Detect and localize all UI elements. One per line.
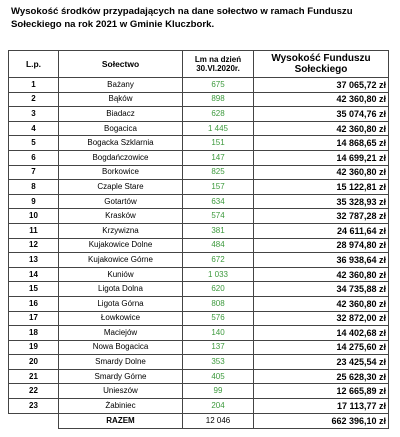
solectwo-name: Gotartów [59,194,183,209]
solectwo-name: Żabiniec [59,399,183,414]
table-row [9,136,389,151]
solectwo-name: Bogacica [59,121,183,136]
fund-amount-value: 17 113,77 zł [254,399,389,414]
total-label: RAZEM [59,413,183,428]
solectwo-name: Maciejów [59,326,183,341]
population-value: 484 [183,238,254,253]
table-row [9,311,389,326]
solectwo-name: Unieszów [59,384,183,399]
table-row [9,209,389,224]
solectwo-name: Smardy Górne [59,369,183,384]
population-value: 140 [183,326,254,341]
total-blank-cell [9,413,59,428]
row-number: 20 [9,355,59,370]
population-value: 137 [183,340,254,355]
population-value: 1 033 [183,267,254,282]
table-row [9,340,389,355]
table-row [9,369,389,384]
fund-amount-value: 14 402,68 zł [254,326,389,341]
solectwo-name: Borkowice [59,165,183,180]
table-row [9,107,389,122]
solectwo-name: Bogdańczowice [59,150,183,165]
fund-amount-value: 35 328,93 zł [254,194,389,209]
population-value: 147 [183,150,254,165]
table-row [9,253,389,268]
solectwo-name: Bażany [59,78,183,93]
population-value: 825 [183,165,254,180]
row-number: 14 [9,267,59,282]
fund-amount-value: 36 938,64 zł [254,253,389,268]
fund-table [8,50,389,429]
population-value: 1 445 [183,121,254,136]
row-number: 1 [9,78,59,93]
population-value: 574 [183,209,254,224]
table-row [9,355,389,370]
solectwo-name: Biadacz [59,107,183,122]
row-number: 21 [9,369,59,384]
population-value: 675 [183,78,254,93]
header-population: Lm na dzień 30.VI.2020r. [183,51,254,78]
fund-amount-value: 34 735,88 zł [254,282,389,297]
table-row [9,296,389,311]
table-header-row [9,51,389,78]
population-value: 99 [183,384,254,399]
fund-amount-value: 14 275,60 zł [254,340,389,355]
population-value: 157 [183,180,254,195]
row-number: 23 [9,399,59,414]
solectwo-name: Bogacka Szklarnia [59,136,183,151]
row-number: 18 [9,326,59,341]
population-value: 672 [183,253,254,268]
table-row [9,165,389,180]
solectwo-name: Smardy Dolne [59,355,183,370]
table-row [9,267,389,282]
document-title: Wysokość środków przypadających na dane sołectwo w ramach Funduszu Sołeckiego na rok 2021 w Gminie Kluczbork. [11,6,353,30]
solectwo-name: Łowkowice [59,311,183,326]
table-row [9,384,389,399]
fund-amount-value: 42 360,80 zł [254,296,389,311]
fund-amount-value: 14 699,21 zł [254,150,389,165]
table-row [9,92,389,107]
population-value: 628 [183,107,254,122]
row-number: 11 [9,223,59,238]
table-row [9,78,389,93]
row-number: 7 [9,165,59,180]
fund-amount-value: 35 074,76 zł [254,107,389,122]
row-number: 2 [9,92,59,107]
fund-amount-value: 32 787,28 zł [254,209,389,224]
population-value: 353 [183,355,254,370]
fund-amount-value: 32 872,00 zł [254,311,389,326]
solectwo-name: Krasków [59,209,183,224]
row-number: 22 [9,384,59,399]
solectwo-name: Kujakowice Górne [59,253,183,268]
total-population: 12 046 [183,413,254,428]
solectwo-name: Krzywizna [59,223,183,238]
population-value: 381 [183,223,254,238]
population-value: 620 [183,282,254,297]
solectwo-name: Kujakowice Dolne [59,238,183,253]
header-solectwo: Sołectwo [59,51,183,78]
row-number: 6 [9,150,59,165]
fund-amount-value: 37 065,72 zł [254,78,389,93]
fund-amount-value: 42 360,80 zł [254,165,389,180]
row-number: 13 [9,253,59,268]
population-value: 634 [183,194,254,209]
solectwo-name: Kuniów [59,267,183,282]
table-row [9,223,389,238]
total-row [9,413,389,428]
header-lp: L.p. [9,51,59,78]
fund-amount-value: 25 628,30 zł [254,369,389,384]
row-number: 5 [9,136,59,151]
table-row [9,238,389,253]
solectwo-name: Czaple Stare [59,180,183,195]
table-row [9,399,389,414]
solectwo-name: Bąków [59,92,183,107]
table-row [9,282,389,297]
population-value: 151 [183,136,254,151]
row-number: 16 [9,296,59,311]
row-number: 10 [9,209,59,224]
population-value: 576 [183,311,254,326]
header-fund-amount: Wysokość Funduszu Sołeckiego [254,51,389,78]
fund-amount-value: 24 611,64 zł [254,223,389,238]
row-number: 4 [9,121,59,136]
table-row [9,326,389,341]
solectwo-name: Ligota Górna [59,296,183,311]
table-row [9,194,389,209]
table-row [9,150,389,165]
row-number: 19 [9,340,59,355]
row-number: 17 [9,311,59,326]
population-value: 405 [183,369,254,384]
population-value: 808 [183,296,254,311]
fund-amount-value: 42 360,80 zł [254,121,389,136]
row-number: 9 [9,194,59,209]
row-number: 3 [9,107,59,122]
solectwo-name: Nowa Bogacica [59,340,183,355]
fund-amount-value: 42 360,80 zł [254,92,389,107]
row-number: 15 [9,282,59,297]
fund-amount-value: 23 425,54 zł [254,355,389,370]
table-row [9,121,389,136]
solectwo-name: Ligota Dolna [59,282,183,297]
population-value: 204 [183,399,254,414]
fund-amount-value: 14 868,65 zł [254,136,389,151]
fund-amount-value: 15 122,81 zł [254,180,389,195]
row-number: 12 [9,238,59,253]
population-value: 898 [183,92,254,107]
row-number: 8 [9,180,59,195]
fund-amount-value: 12 665,89 zł [254,384,389,399]
total-amount: 662 396,10 zł [254,413,389,428]
fund-amount-value: 28 974,80 zł [254,238,389,253]
fund-amount-value: 42 360,80 zł [254,267,389,282]
table-row [9,180,389,195]
